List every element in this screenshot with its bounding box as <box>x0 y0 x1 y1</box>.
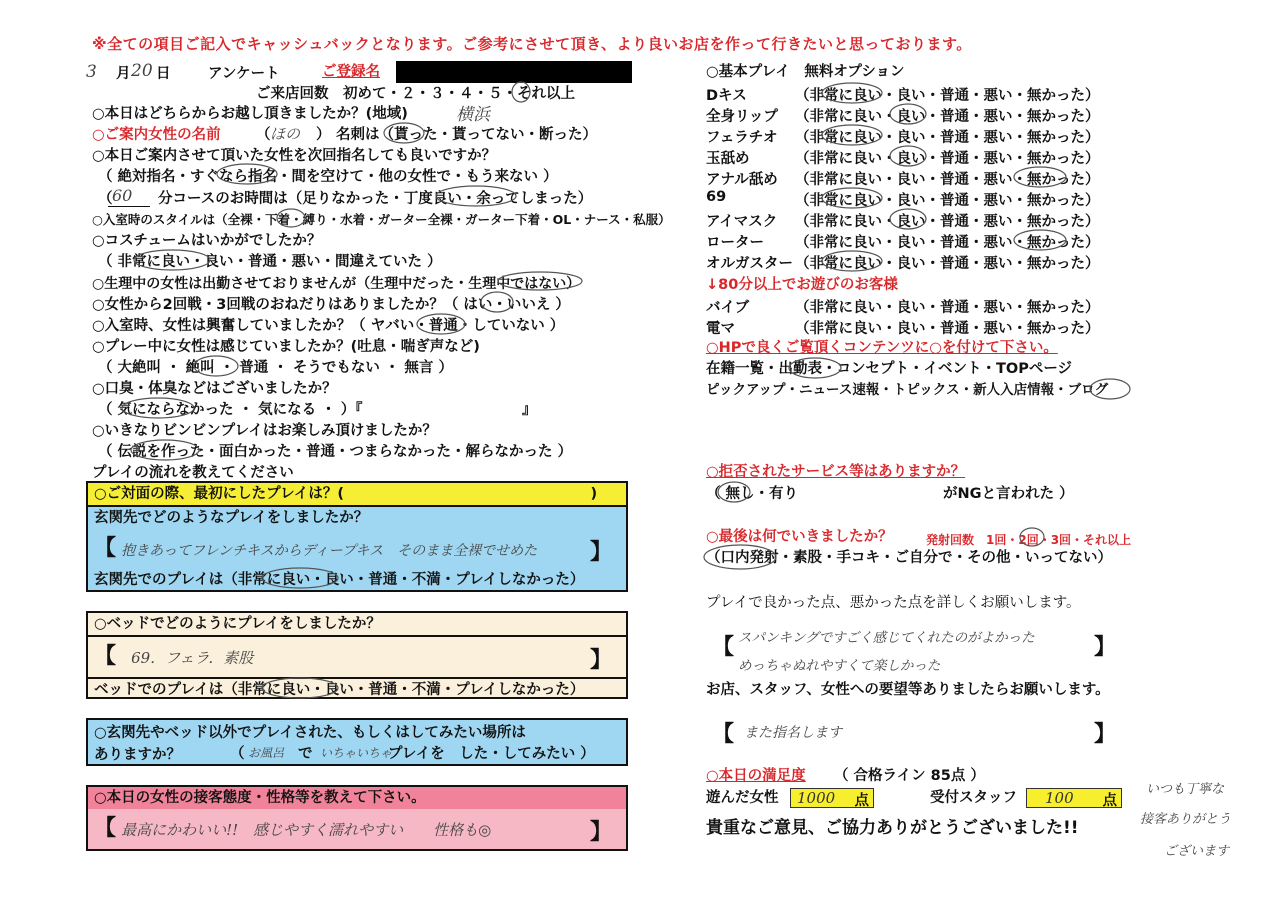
q-girl-name: ○ご案内女性の名前 <box>92 127 221 143</box>
q-course: 分コースのお時間は（足りなかった・丁度良い・余ってしまった） <box>158 191 593 207</box>
finish-title: ○最後は何でいきましたか？ <box>706 529 893 545</box>
month-handwritten: 3 <box>86 62 97 82</box>
q-card: 名刺は（貰った・貰ってない・断った） <box>336 127 597 143</box>
q-nominate-options: （ 絶対指名・すぐなら指名・間を空けて・他の女性で・もう来ない ） <box>98 169 558 185</box>
q-period: ○生理中の女性は出勤させておりませんが（生理中だった・生理中ではない） <box>92 276 581 292</box>
q-girl-paren-close: ） <box>316 127 331 143</box>
circle-odor <box>122 398 194 418</box>
q-excited: ○入室時、女性は興奮していましたか？（ ヤバい・普通・していない ） <box>92 318 565 334</box>
entrance-play-answer: 抱きあってフレンチキスからディープキス そのまま全裸でせめた <box>121 543 538 559</box>
q-odor-options: （ 気にならなかった ・ 気になる ・ ）『 』 <box>98 402 537 418</box>
option-name: アナル舐め <box>706 172 778 188</box>
attitude-answer: 最高にかわいい!! 感じやすく濡れやすい 性格も◎ <box>121 821 492 839</box>
survey-label: アンケート <box>208 66 280 82</box>
circle-finish-oral <box>704 545 776 569</box>
bracket-open: 【 <box>94 644 117 669</box>
option-rating-scale: （非常に良い・良い・普通・悪い・無かった） <box>795 109 1100 125</box>
day-unit: 日 <box>156 66 171 82</box>
satisfaction-pass-line: （ 合格ライン 85点 ） <box>834 768 985 784</box>
circle-finish-count <box>1020 528 1044 546</box>
bracket-open: 【 <box>94 816 117 841</box>
circle-entrance-rating <box>262 568 338 588</box>
other-place-tail: プレイを した・してみたい ） <box>388 746 595 762</box>
q-round: ○女性から2回戦・3回戦のおねだりはありましたか？（ はい・いいえ ） <box>92 297 570 313</box>
bracket-close: 】 <box>589 648 612 673</box>
option-rating-scale: （非常に良い・良い・普通・悪い・無かった） <box>795 193 1100 209</box>
option-rating-scale: （非常に良い・良い・普通・悪い・無かった） <box>795 130 1100 146</box>
bracket-open: 【 <box>712 722 735 747</box>
option-name: フェラチオ <box>706 130 778 146</box>
option-rating-scale: （非常に良い・良い・普通・悪い・無かった） <box>795 300 1100 316</box>
q-feel-options: （ 大絶叫 ・ 絶叫 ・ 普通 ・ そうでもない ・ 無言 ） <box>98 360 453 376</box>
q-girl-paren-open: （ <box>256 127 271 143</box>
circle-card-received <box>384 123 424 143</box>
bracket-close: 】 <box>589 540 612 565</box>
first-play-question: ○ご対面の際、最初にしたプレイは？( ) <box>88 483 626 507</box>
other-place-paren: （ <box>230 746 245 762</box>
q-odor: ○口臭・体臭などはございましたか？ <box>92 381 337 397</box>
visit-count: ご来店回数 初めて・２・３・４・５・それ以上 <box>256 86 575 102</box>
circle-costume <box>134 250 210 270</box>
circle-visit-5 <box>512 82 530 102</box>
bracket-close: 】 <box>1094 635 1117 660</box>
hp-contents-title: ○HPで良くご覧頂くコンテンツに○を付けて下さい。 <box>706 340 1058 356</box>
q-area: ○本日はどちらからお越し頂きましたか？(地域) <box>92 106 408 122</box>
option-name: アイマスク <box>706 214 778 230</box>
option-name: 全身リップ <box>706 109 778 125</box>
bracket-close: 】 <box>1094 722 1117 747</box>
circle-nominate <box>217 164 277 184</box>
hp-contents-line2: ピックアップ・ニュース速報・トピックス・新人入店情報・ブログ <box>706 382 1109 398</box>
circle-69 <box>822 188 882 208</box>
staff-score-value: 100 <box>1045 789 1074 807</box>
refused-title: ○拒否されたサービス等はありますか？ <box>706 464 966 480</box>
circle-style-underwear <box>277 209 305 227</box>
q-costume-options: （ 非常に良い・良い・普通・悪い・間違えていた ） <box>98 254 442 270</box>
circle-mask <box>890 209 926 229</box>
circle-pin <box>131 440 199 460</box>
girl-score-value: 1000 <box>797 789 836 807</box>
option-rating-scale: （非常に良い・良い・普通・悪い・無かった） <box>795 172 1100 188</box>
finish-count: 発射回数 1回・2回・3回・それ以上 <box>926 533 1132 547</box>
goodbad-question: プレイで良かった点、悪かった点を詳しくお願いします。 <box>706 595 1081 611</box>
option-rating-scale: （非常に良い・良い・普通・悪い・無かった） <box>795 88 1100 104</box>
circle-excited <box>417 314 465 334</box>
option-name: 電マ <box>706 321 735 337</box>
q-pin: ○いきなりビンビンプレイはお楽しみ頂けましたか？ <box>92 423 437 439</box>
banner-notice: ※全ての項目ご記入でキャッシュバックとなります。ご参考にさせて頂き、より良いお店を作って行きたいと思っております。 <box>92 35 972 53</box>
circle-tama <box>890 146 926 166</box>
refused-options: （ 無し・有り がNGと言われた ） <box>706 486 1074 502</box>
option-name: Dキス <box>706 88 747 104</box>
bracket-open: 【 <box>712 635 735 660</box>
margin-note-1: いつも丁寧な <box>1146 782 1225 797</box>
q-pin-options: （ 伝説を作った・面白かった・普通・つまらなかった・解らなかった ） <box>98 444 573 460</box>
girl-score-label: 遊んだ女性 <box>706 790 779 806</box>
bracket-close: 】 <box>589 820 612 845</box>
hp-contents-line1: 在籍一覧・出勤表・コンセプト・イベント・TOPページ <box>706 361 1073 377</box>
other-place-question-1: ○玄関先やベッド以外でプレイされた、もしくはしてみたい場所は <box>94 725 526 741</box>
attitude-question: ○本日の女性の接客態度・性格等を教えて下さい。 <box>88 787 626 809</box>
entrance-play-rating: 玄関先でのプレイは（非常に良い・良い・普通・不満・プレイしなかった） <box>94 572 585 588</box>
finish-options: （口内発射・素股・手コキ・ご自分で・その他・いってない） <box>706 550 1112 566</box>
bed-play-answer: 69．フェラ．素股 <box>131 649 254 667</box>
other-place-answer: お風呂 <box>248 746 285 760</box>
q-course-minutes: 60 <box>112 186 133 205</box>
goodbad-answer-2: めっちゃぬれやすくて楽しかった <box>738 658 941 674</box>
other-place-de: で <box>298 746 313 762</box>
margin-note-2: 接客ありがとう <box>1140 812 1232 827</box>
circle-hp-schedule <box>789 358 841 378</box>
bed-play-question: ○ベッドでどのようにプレイをしましたか？ <box>88 613 626 637</box>
option-name: オルガスター <box>706 256 793 272</box>
circle-feel <box>194 356 238 376</box>
staff-score-label: 受付スタッフ <box>930 790 1017 806</box>
other-place-action: いちゃいちゃ <box>320 746 393 760</box>
option-name: ローター <box>706 235 764 251</box>
month-unit: 月 <box>116 66 131 82</box>
circle-hp-blog <box>1090 379 1130 399</box>
staff-score-unit: 点 <box>1102 793 1117 809</box>
other-place-question-2: ありますか？ <box>94 747 181 763</box>
circle-anal <box>1014 167 1066 187</box>
goodbad-answer-1: スパンキングですごく感じてくれたのがよかった <box>738 630 1035 646</box>
request-question: お店、スタッフ、女性への要望等ありましたらお願いします。 <box>706 682 1110 698</box>
circle-rotor <box>1014 230 1066 250</box>
day-handwritten: 20 <box>131 61 153 81</box>
entrance-play-question: 玄関先でどのようなプレイをしましたか？ <box>94 510 369 526</box>
bed-play-rating: ベッドでのプレイは（非常に良い・良い・普通・不満・プレイしなかった） <box>88 677 626 699</box>
flow-label: プレイの流れを教えてください <box>92 465 294 481</box>
options-title: ○基本プレイ 無料オプション <box>706 64 905 80</box>
q-girl-answer: ほの <box>270 125 301 143</box>
option-rating-scale: （非常に良い・良い・普通・悪い・無かった） <box>795 235 1100 251</box>
circle-d-kiss <box>822 83 882 103</box>
option-rating-scale: （非常に良い・良い・普通・悪い・無かった） <box>795 256 1100 272</box>
q-course-paren: （ <box>98 191 113 207</box>
option-name: バイブ <box>706 300 750 316</box>
circle-period <box>498 272 582 290</box>
satisfaction-title: ○本日の満足度 <box>706 768 806 784</box>
circle-lip <box>890 104 926 124</box>
margin-note-3: ございます <box>1164 844 1230 859</box>
q-style: ○入室時のスタイルは（全裸・下着・縛り・水着・ガーター全裸・ガーター下着・OL・ナース・私服） <box>92 212 671 227</box>
circle-round-yes <box>481 292 513 312</box>
option-name: 玉舐め <box>706 151 750 167</box>
request-answer: また指名します <box>744 725 842 741</box>
thanks-message: 貴重なご意見、ご協力ありがとうございました!! <box>706 818 1079 838</box>
over-80-label: ↓80分以上でお遊びのお客様 <box>706 277 898 293</box>
q-area-answer: 横浜 <box>456 105 490 125</box>
circle-fella <box>822 125 882 145</box>
q-feel: ○プレー中に女性は感じていましたか？(吐息・喘ぎ声など) <box>92 339 480 355</box>
option-rating-scale: （非常に良い・良い・普通・悪い・無かった） <box>795 151 1100 167</box>
q-costume: ○コスチュームはいかがでしたか？ <box>92 233 322 249</box>
circle-orgaster <box>822 251 882 271</box>
q-nominate: ○本日ご案内させて頂いた女性を次回指名しても良いですか？ <box>92 148 497 164</box>
registered-name-label: ご登録名 <box>322 64 380 80</box>
option-rating-scale: （非常に良い・良い・普通・悪い・無かった） <box>795 214 1100 230</box>
option-rating-scale: （非常に良い・良い・普通・悪い・無かった） <box>795 321 1100 337</box>
bracket-open: 【 <box>94 536 117 561</box>
option-name: 69 <box>706 189 727 205</box>
circle-refused-none <box>718 482 750 502</box>
circle-bed-rating <box>262 678 338 698</box>
circle-course-good <box>436 186 516 206</box>
girl-score-unit: 点 <box>854 793 869 809</box>
